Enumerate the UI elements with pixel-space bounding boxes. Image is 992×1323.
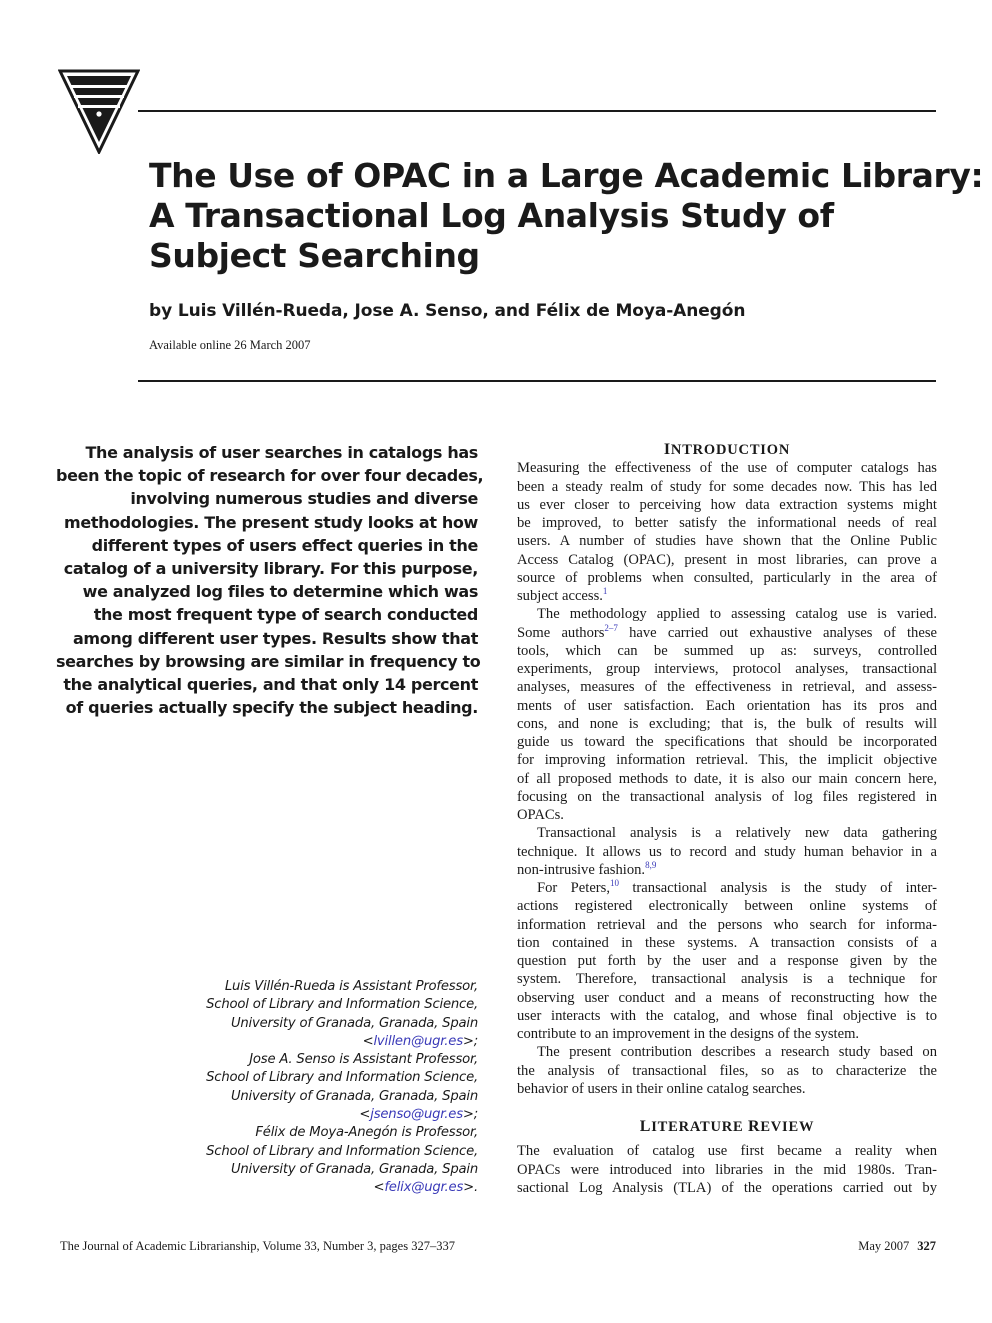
- text-line: contribute to an improvement in the designs of the system.: [517, 1026, 860, 1042]
- affiliation-line: Luis Villén-Rueda is Assistant Professor,: [224, 979, 478, 994]
- text-fragment: subject access.: [517, 588, 603, 604]
- text-line: information retrieval and the persons who search for informa-: [517, 916, 937, 933]
- section-heading-introduction: [517, 441, 937, 459]
- text-line: experiments, group interviews, protocol analyses, transactional: [517, 661, 937, 677]
- text-line: for improving information retrieval. This, the implicit objective: [517, 752, 937, 769]
- text-line: the analysis of transactional files, so as to characterize the: [517, 1062, 937, 1079]
- reference-link[interactable]: 10: [609, 878, 619, 889]
- author-byline: by Luis Villén-Rueda, Jose A. Senso, and Félix de Moya-Anegón: [149, 301, 746, 321]
- email-link[interactable]: jsenso@ugr.es: [370, 1107, 463, 1123]
- issue-date: May 2007: [858, 1239, 910, 1253]
- text-line: [517, 879, 937, 897]
- email-link[interactable]: felix@ugr.es: [384, 1180, 464, 1196]
- bracket: <: [359, 1107, 371, 1123]
- title-line: The Use of OPAC in a Large Academic Library:: [149, 156, 984, 195]
- email-line: [130, 1033, 478, 1051]
- text-fragment: For Peters,: [537, 880, 610, 896]
- available-online-date: Available online 26 March 2007: [149, 338, 311, 352]
- bracket: <: [373, 1180, 385, 1196]
- intro-paragraph-2: [517, 605, 937, 824]
- abstract-line: we analyzed log files to determine which was: [82, 582, 478, 602]
- intro-paragraph-4: [517, 879, 937, 1043]
- text-line: The methodology applied to assessing catalog use is varied.: [537, 606, 937, 623]
- abstract-line: methodologies. The present study looks at how: [64, 512, 478, 532]
- abstract-line: different types of users effect queries in the: [91, 535, 478, 555]
- heading-rest: EVIEW: [760, 1119, 815, 1135]
- text-line: Access Catalog (OPAC), present in most libraries, can prove a: [517, 551, 937, 568]
- reference-link[interactable]: 1: [602, 586, 608, 597]
- publisher-logo-icon: [58, 68, 140, 154]
- text-line: Measuring the effectiveness of the use of computer catalogs has: [517, 460, 937, 477]
- text-line: The evaluation of catalog use first became a reality when: [517, 1143, 937, 1160]
- reference-link[interactable]: 8,9: [645, 859, 657, 870]
- text-line: been a steady realm of study for some decades now. This has led: [517, 478, 937, 495]
- heading-initial: I: [663, 441, 671, 458]
- title-line: A Transactional Log Analysis Study of: [149, 196, 834, 235]
- reference-link[interactable]: 2–7: [604, 622, 618, 633]
- bracket: <: [362, 1033, 374, 1049]
- text-fragment: transactional analysis is the study of inter-: [618, 880, 937, 896]
- heading-rest: ITERATURE: [651, 1119, 748, 1135]
- title-line: Subject Searching: [149, 236, 480, 275]
- page-number: 327: [917, 1239, 936, 1253]
- punctuation: .: [474, 1180, 478, 1196]
- text-line: of all proposed methods to date, it is also our main concern here,: [517, 770, 937, 787]
- text-line: cons, and none is excluding; that is, the bulk of results will: [517, 715, 937, 732]
- header-rule-top: [138, 110, 936, 112]
- heading-initial: L: [639, 1118, 652, 1135]
- bracket: >: [463, 1180, 474, 1196]
- text-line: guide us toward the specifications that should be incorporated: [517, 734, 937, 750]
- abstract-line: catalog of a university library. For this purpose,: [63, 559, 478, 579]
- text-line: technique. It allows us to record and study human behavior in a: [517, 843, 937, 860]
- bracket: >: [462, 1107, 474, 1123]
- text-fragment: non-intrusive fashion.: [517, 861, 646, 878]
- text-line: sactional Log Analysis (TLA) of the operations carried out by: [517, 1179, 937, 1196]
- punctuation: ;: [473, 1107, 478, 1123]
- text-line: us ever closer to perceiving how data extraction systems might: [517, 496, 937, 513]
- text-line: user interacts with the catalog, and whose final objective is to: [517, 1007, 937, 1024]
- header-rule-bottom: [138, 380, 936, 382]
- abstract-line: of queries actually specify the subject heading.: [65, 698, 478, 718]
- punctuation: ;: [473, 1033, 478, 1049]
- text-line: [517, 587, 937, 605]
- text-line: source of problems when consulted, particularly in the area of: [517, 569, 937, 586]
- intro-paragraph-5: [517, 1043, 937, 1098]
- abstract-line: been the topic of research for over four decades,: [56, 466, 484, 486]
- text-line: be improved, to better satisfy the informational needs of real: [517, 515, 937, 531]
- abstract-line: among different user types. Results show that: [72, 628, 478, 648]
- text-line: users. A number of studies have shown that the Online Public: [517, 533, 937, 550]
- abstract-line: the most frequent type of search conducted: [93, 605, 478, 625]
- text-line: OPACs.: [517, 807, 564, 823]
- literature-review-section: [517, 1118, 937, 1197]
- text-line: [517, 624, 937, 642]
- affiliation-line: University of Granada, Granada, Spain: [230, 1161, 478, 1177]
- abstract: [56, 441, 484, 719]
- text-line: analyses, measures of the effectiveness in retrieval, and assess-: [517, 679, 937, 696]
- affiliation-line: University of Granada, Granada, Spain: [230, 1088, 478, 1104]
- text-line: system. Therefore, transactional analysis is a technique for: [517, 971, 937, 988]
- abstract-line: involving numerous studies and diverse: [130, 489, 478, 509]
- intro-paragraph-3: [517, 824, 937, 879]
- text-line: tools, which can be summed up as: surveys, controlled: [517, 642, 937, 659]
- text-fragment: have carried out exhaustive analyses of these: [617, 624, 937, 641]
- section-heading-literature-review: [517, 1118, 937, 1136]
- heading-rest: NTRODUCTION: [670, 442, 791, 458]
- text-line: Transactional analysis is a relatively new data gathering: [537, 825, 937, 842]
- introduction-section: [517, 441, 937, 1098]
- affiliation-line: School of Library and Information Science,: [206, 1070, 478, 1086]
- abstract-line: searches by browsing are similar in frequency to: [56, 651, 481, 671]
- text-line: observing user conduct and a means of reconstructing how the: [517, 989, 937, 1006]
- text-line: focusing on the transactional analysis of log files registered in: [517, 788, 937, 805]
- email-line: [130, 1179, 478, 1197]
- text-line: tion contained in these systems. A transaction consists of a: [517, 934, 937, 951]
- text-line: actions registered electronically between online systems of: [517, 898, 937, 915]
- affiliation-line: School of Library and Information Science,: [206, 997, 478, 1013]
- email-link[interactable]: lvillen@ugr.es: [373, 1033, 463, 1049]
- text-line: question put forth by the user and a response given by the: [517, 953, 937, 969]
- text-line: ments of user satisfaction. Each orientation has its pros and: [517, 697, 937, 714]
- affiliation-line: University of Granada, Granada, Spain: [230, 1015, 478, 1031]
- email-line: [130, 1106, 478, 1124]
- bracket: >: [462, 1033, 474, 1049]
- author-affiliations: [130, 978, 478, 1198]
- text-line: OPACs were introduced into libraries in the mid 1980s. Tran-: [517, 1161, 937, 1178]
- text-fragment: Some authors: [517, 624, 605, 641]
- journal-citation: The Journal of Academic Librarianship, Volume 33, Number 3, pages 327–337: [60, 1239, 455, 1253]
- affiliation-line: Jose A. Senso is Assistant Professor,: [249, 1052, 478, 1068]
- article-title: [149, 156, 984, 276]
- affiliation-line: Félix de Moya-Anegón is Professor,: [255, 1125, 478, 1141]
- literature-paragraph-1: [517, 1142, 937, 1197]
- text-line: behavior of users in their online catalog searches.: [517, 1080, 806, 1097]
- text-line: The present contribution describes a research study based on: [537, 1044, 937, 1061]
- abstract-line: the analytical queries, and that only 14 percent: [63, 675, 478, 695]
- abstract-line: The analysis of user searches in catalogs has: [85, 443, 478, 462]
- footer-date-page: [858, 1239, 936, 1254]
- intro-paragraph-1: [517, 459, 937, 605]
- heading-initial: R: [747, 1118, 761, 1135]
- affiliation-line: School of Library and Information Science,: [206, 1143, 478, 1159]
- text-line: [517, 861, 937, 879]
